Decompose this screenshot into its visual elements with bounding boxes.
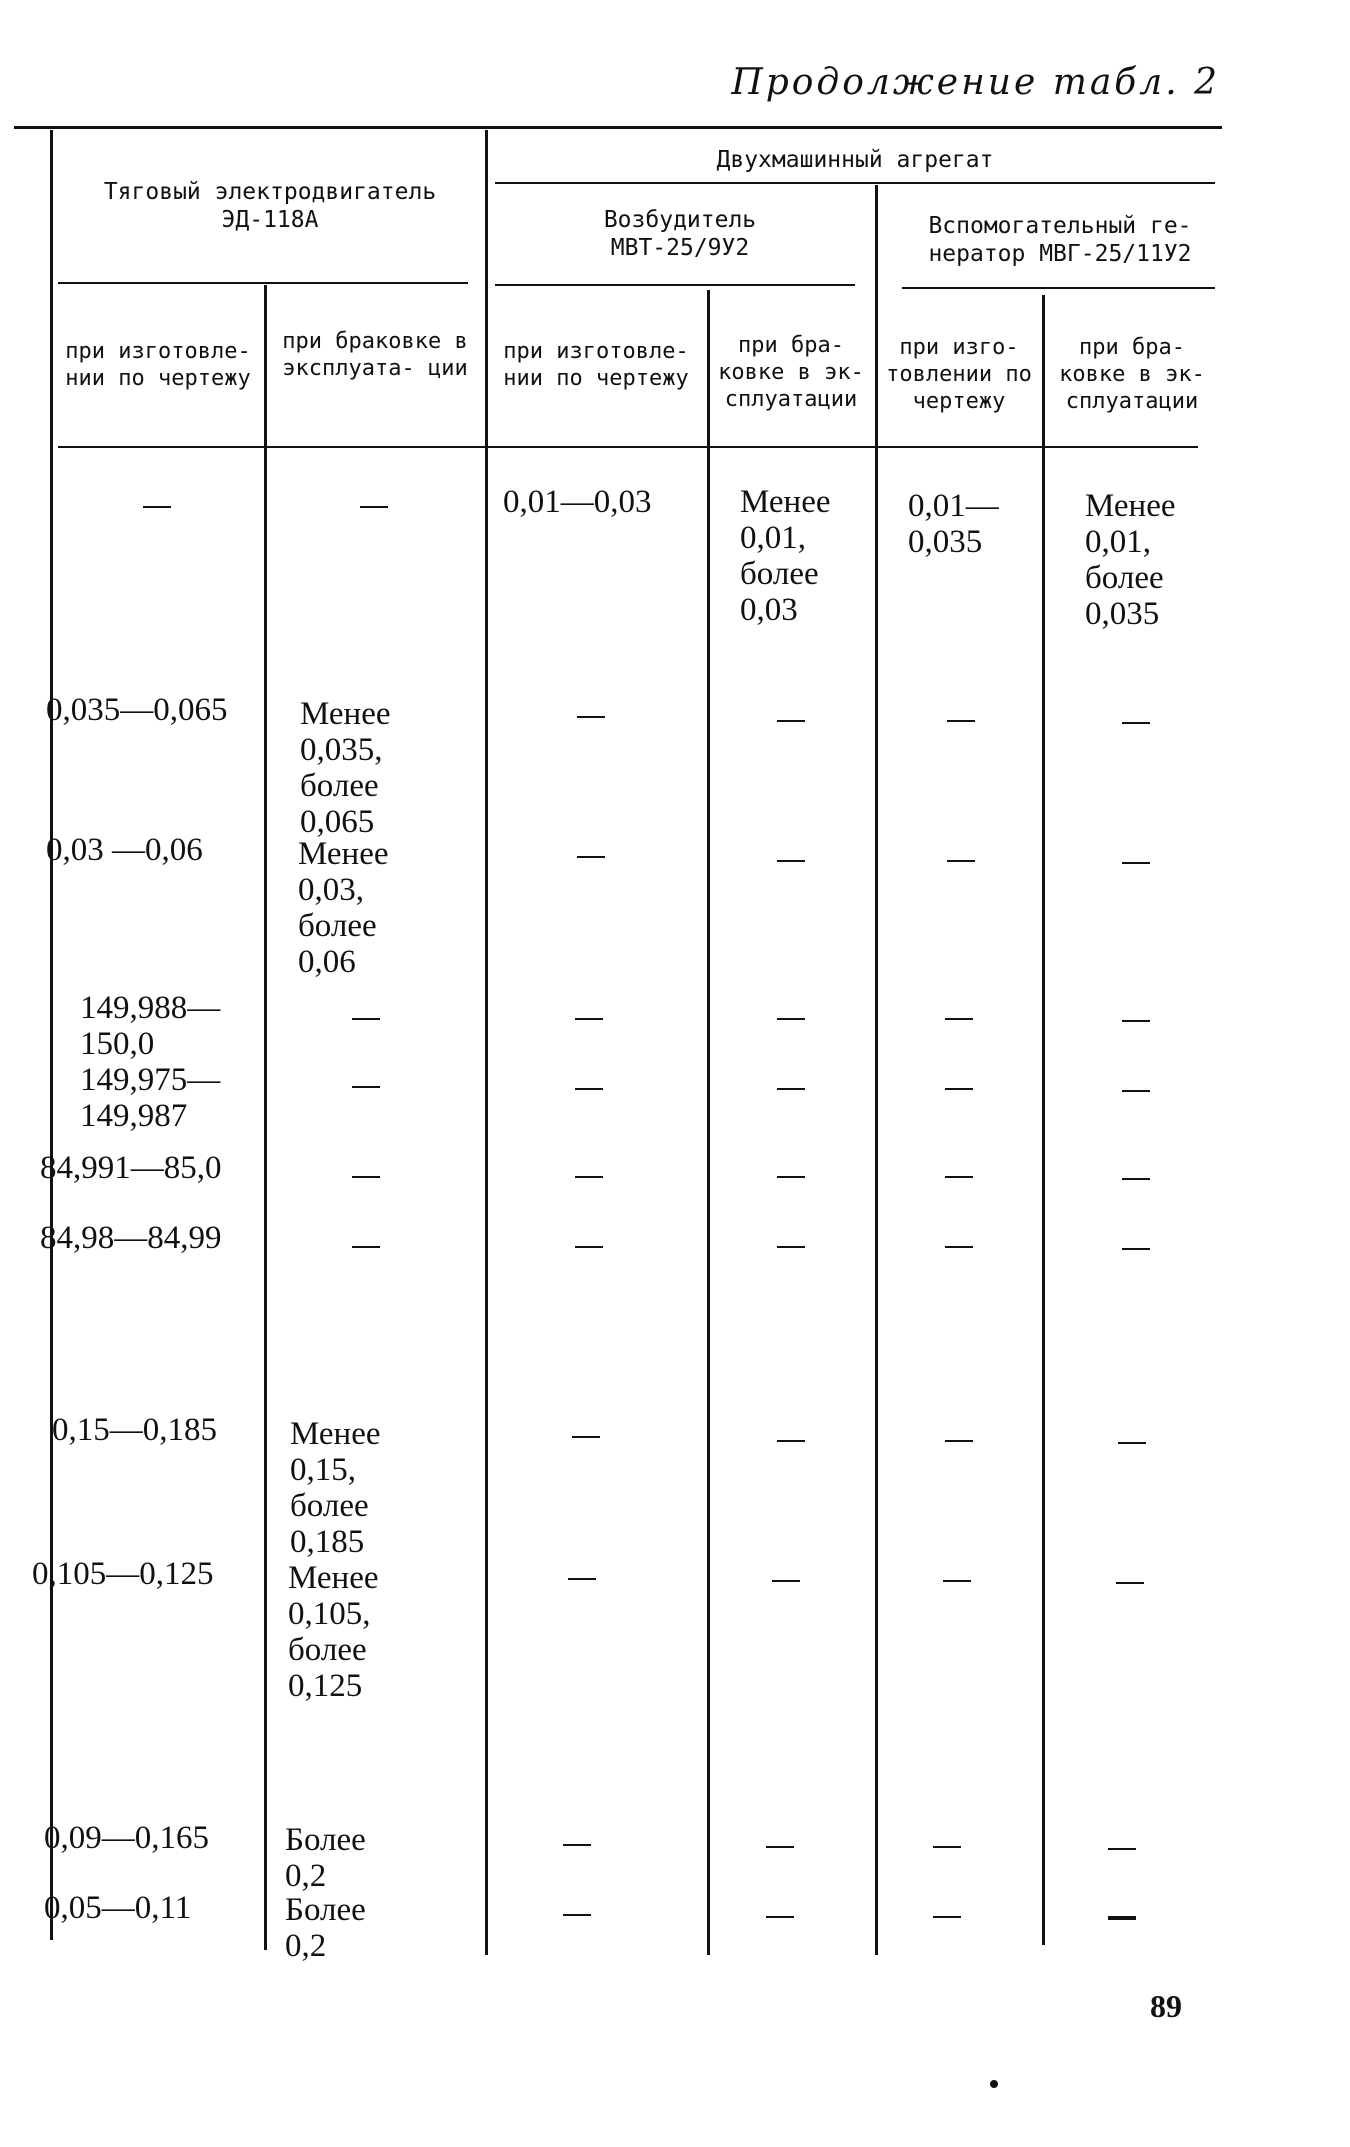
dash (772, 1580, 800, 1582)
table-cell: 0,15—0,185 (52, 1412, 217, 1448)
table-cell: Менее 0,03, более 0,06 (298, 836, 389, 980)
generator-rule (902, 287, 1215, 289)
dash (575, 1176, 603, 1178)
dash (575, 1018, 603, 1020)
table-cell: Менее 0,035, более 0,065 (300, 696, 391, 840)
table-cell: Менее 0,01, более 0,03 (740, 484, 831, 628)
col-header-2: при браковке в эксплуата- ции (282, 329, 468, 381)
table-cell: Более 0,2 (285, 1892, 366, 1964)
dash (945, 1440, 973, 1442)
table-cell: 149,975— 149,987 (80, 1062, 221, 1134)
col-divider-5 (1042, 295, 1045, 1945)
col-header-5: при изго- товлении по чертежу (886, 335, 1032, 414)
dash (933, 1916, 961, 1918)
dash (777, 1088, 805, 1090)
header-exciter: Возбудитель МВТ-25/9У2 (603, 207, 757, 261)
table-cell: Менее 0,01, более 0,035 (1085, 488, 1176, 632)
header-bottom-rule (58, 446, 1198, 448)
col-divider-3 (707, 290, 710, 1955)
dash (1122, 1248, 1150, 1250)
dash (352, 1086, 380, 1088)
table-left-border (50, 130, 53, 1940)
table-cell: Менее 0,105, более 0,125 (288, 1560, 379, 1704)
dash (1108, 1848, 1136, 1850)
table-cell: Менее 0,15, более 0,185 (290, 1416, 381, 1560)
dash (945, 1088, 973, 1090)
dash (943, 1580, 971, 1582)
col-header-6: при бра- ковке в эк- сплуатации (1059, 335, 1205, 414)
dash (1122, 722, 1150, 724)
dash (766, 1916, 794, 1918)
col-divider-1 (264, 285, 267, 1950)
dash (777, 1176, 805, 1178)
table-caption: Продолжение табл. 2 (731, 62, 1220, 103)
col-divider-4 (875, 185, 878, 1955)
col-header-1: при изготовле- нии по чертежу (65, 339, 251, 391)
table-top-rule (14, 126, 1222, 129)
table-cell: 149,988— 150,0 (80, 990, 221, 1062)
dash (352, 1176, 380, 1178)
table-cell: 0,03 —0,06 (46, 832, 203, 868)
dash (945, 1018, 973, 1020)
table-cell: 0,09—0,165 (44, 1820, 209, 1856)
dash (947, 860, 975, 862)
motor-rule (58, 282, 468, 284)
exciter-rule (495, 284, 855, 286)
dash (777, 1018, 805, 1020)
dash (777, 1440, 805, 1442)
col-header-4: при бра- ковке в эк- сплуатации (718, 333, 864, 412)
dash (777, 1246, 805, 1248)
ink-speck (990, 2080, 998, 2088)
table-cell: 0,01— 0,035 (908, 488, 999, 560)
dash (352, 1246, 380, 1248)
dash (1122, 862, 1150, 864)
dash (1116, 1582, 1144, 1584)
col-divider-2 (485, 130, 488, 1955)
dash (575, 1088, 603, 1090)
col-header-3: при изготовле- нии по чертежу (503, 339, 689, 391)
dash (563, 1914, 591, 1916)
dash (766, 1846, 794, 1848)
header-aggregate: Двухмашинный агрегат (716, 147, 994, 173)
dash (1108, 1916, 1136, 1920)
dash (572, 1436, 600, 1438)
table-cell: 84,98—84,99 (40, 1220, 222, 1256)
header-motor: Тяговый электродвигатель ЭД-118А (103, 179, 437, 233)
table-cell: 0,05—0,11 (44, 1890, 192, 1926)
dash (360, 506, 388, 508)
dash (563, 1844, 591, 1846)
page-number: 89 (1150, 1988, 1182, 2024)
table-cell: 0,01—0,03 (503, 484, 652, 520)
table-cell: 0,035—0,065 (46, 692, 228, 728)
dash (577, 856, 605, 858)
dash (777, 720, 805, 722)
table-cell: 84,991—85,0 (40, 1150, 222, 1186)
header-generator: Вспомогательный ге- нератор МВГ-25/11У2 (928, 213, 1192, 267)
dash (947, 720, 975, 722)
dash (352, 1018, 380, 1020)
dash (1122, 1178, 1150, 1180)
dash (575, 1246, 603, 1248)
dash (933, 1846, 961, 1848)
aggregate-rule (495, 182, 1215, 184)
dash (577, 716, 605, 718)
dash (777, 860, 805, 862)
dash (1122, 1020, 1150, 1022)
table-cell: 0,105—0,125 (32, 1556, 214, 1592)
dash (143, 506, 171, 508)
dash (1122, 1090, 1150, 1092)
dash (1118, 1442, 1146, 1444)
dash (945, 1246, 973, 1248)
dash (945, 1176, 973, 1178)
dash (568, 1578, 596, 1580)
table-cell: Более 0,2 (285, 1822, 366, 1894)
